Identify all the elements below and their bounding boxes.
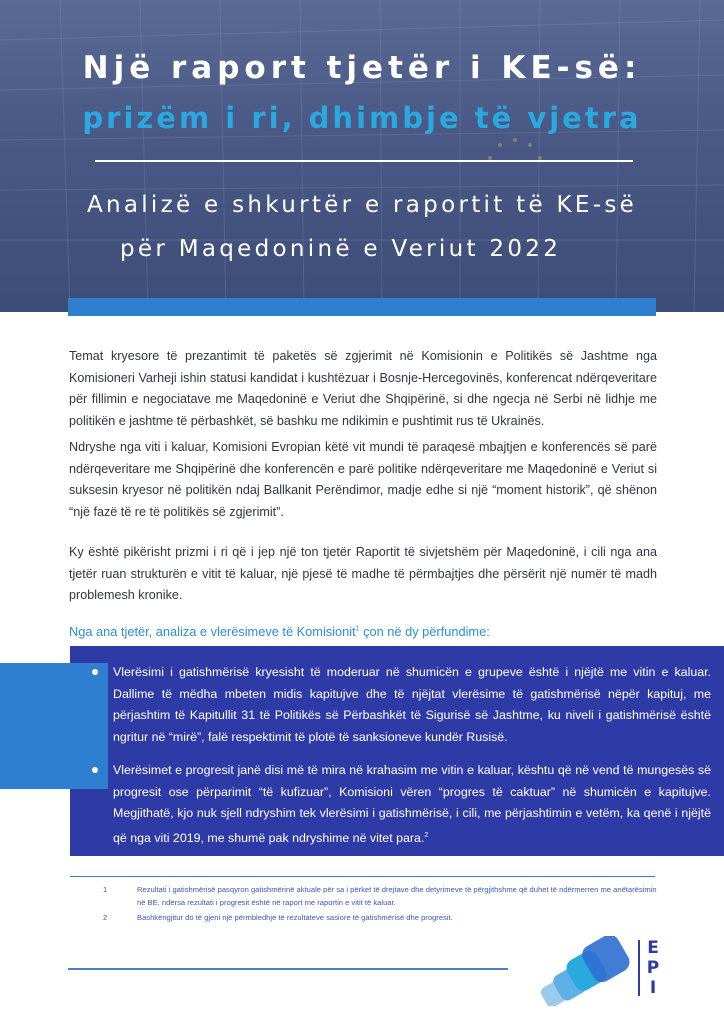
footnote-divider xyxy=(70,876,655,877)
logo-letters xyxy=(646,938,660,998)
page-title: Një raport tjetër i KE-së: xyxy=(82,50,642,86)
footnote-number: 1 xyxy=(103,885,108,894)
epi-logo-icon xyxy=(530,936,650,1006)
footnote-text: Rezultati i gatishmërisë pasqyron gatishmërinë aktuale për sa i përket të drejtave dhe detyrimeve të përgjithshme që duhet të ndërmerren me anëtarësimin në BE, ndërsa rezultati i progresit është në raport me raportin e vitit të kaluar. xyxy=(137,885,657,907)
accent-bar xyxy=(68,298,656,316)
page-subtitle-line-2: për Maqedoninë e Veriut 2022 xyxy=(120,236,562,262)
bullet-icon xyxy=(92,669,98,675)
logo-letter: E xyxy=(647,938,659,958)
page-title-highlight: prizëm i ri, dhimbje të vjetra xyxy=(82,101,642,135)
findings-intro-text-after: çon në dy përfundime: xyxy=(359,624,490,639)
findings-intro-text: Nga ana tjetër, analiza e vlerësimeve të Komisionit xyxy=(69,624,356,639)
logo-letter: P xyxy=(646,958,660,978)
building-facade-background xyxy=(0,0,724,312)
finding-item xyxy=(113,760,711,849)
finding-text: Vlerësimet e progresit janë disi më të mira në krahasim me vitin e kaluar, kështu që në vend të mungesës së progresit ose përparimit “të kufizuar”, Komisioni vëren “progres të caktuar” në shumicën e kapitujve. Megjithatë, kjo nuk sjell ndryshim tek vlerësimi i gatishmërisë, i cili, me përjashtimin e vetëm, ka qenë i njëjtë që nga viti 2019, me shumë pak ndryshime në vitet para. xyxy=(113,763,711,845)
bullet-icon xyxy=(92,767,98,773)
body-paragraph: Ndryshe nga viti i kaluar, Komisioni Evropian këtë vit mundi të paraqesë mbajtjen e konferencës së parë ndërqeveritare me Shqipërinë dhe konferencën e parë politike ndërqeveritare me Maqedoninë e Veriut si suksesin kryesor në politikën ndaj Ballkanit Perëndimor, madje edhe si një “moment historik”, që shënon “një fazë të re të politikës së zgjerimit”. xyxy=(69,440,657,519)
title-divider xyxy=(95,160,633,162)
body-paragraph: Temat kryesore të prezantimit të paketës së zgjerimit në Komisionin e Politikës së Jashtme nga Komisioneri Varheji ishin statusi kandidat i kushtëzuar i Bosnje-Hercegovinës, konferencat ndërqeveritare për fillimin e negociatave me Maqedoninë e Veriut dhe Shqipërinë, si dhe ngecja në Serbi në lidhje me politikën e jashtme të përbashkët, së bashku me ndikimin e pushtimit rus të Ukrainës. xyxy=(69,349,657,428)
eu-stars-decoration xyxy=(488,138,542,160)
logo-divider xyxy=(638,940,640,996)
hero-banner xyxy=(0,0,724,312)
logo-letter: I xyxy=(649,978,657,998)
page-subtitle-line-1: Analizë e shkurtër e raportit të KE-së xyxy=(86,192,638,218)
footnote-text: Bashkëngjitur do të gjeni një përmbledhje të rezultateve sasiore të gatishmërisë dhe progresit. xyxy=(137,913,453,922)
body-paragraph: Ky është pikërisht prizmi i ri që i jep një ton tjetër Raportit të sivjetshëm për Maqedoninë, i cili nga ana tjetër ruan strukturën e vitit të kaluar, një pjesë të madhe të përmbajtjes dhe përsërit një numër të madh problemesh kronike. xyxy=(69,545,657,603)
footnote-ref[interactable]: 1 xyxy=(355,625,360,633)
finding-item: Vlerësimi i gatishmërisë kryesisht të moderuar në shumicën e grupeve është i njëjtë me vitin e kaluar. Dallime të mëdha mbeten midis kapitujve dhe të njëjtat vlerësime të gatishmërisë nëpër kapituj, me përjashtim të Kapitullit 31 të Politikës së Përbashkët të Sigurisë së Jashtme, ku niveli i gatishmërisë është ngritur në “mirë”, falë respektimit të plotë të sanksioneve kundër Rusisë. xyxy=(113,665,711,744)
footer-divider xyxy=(68,968,508,970)
footnote-number: 2 xyxy=(103,913,108,922)
findings-intro xyxy=(69,624,490,639)
footnote-ref[interactable]: 2 xyxy=(424,831,429,839)
